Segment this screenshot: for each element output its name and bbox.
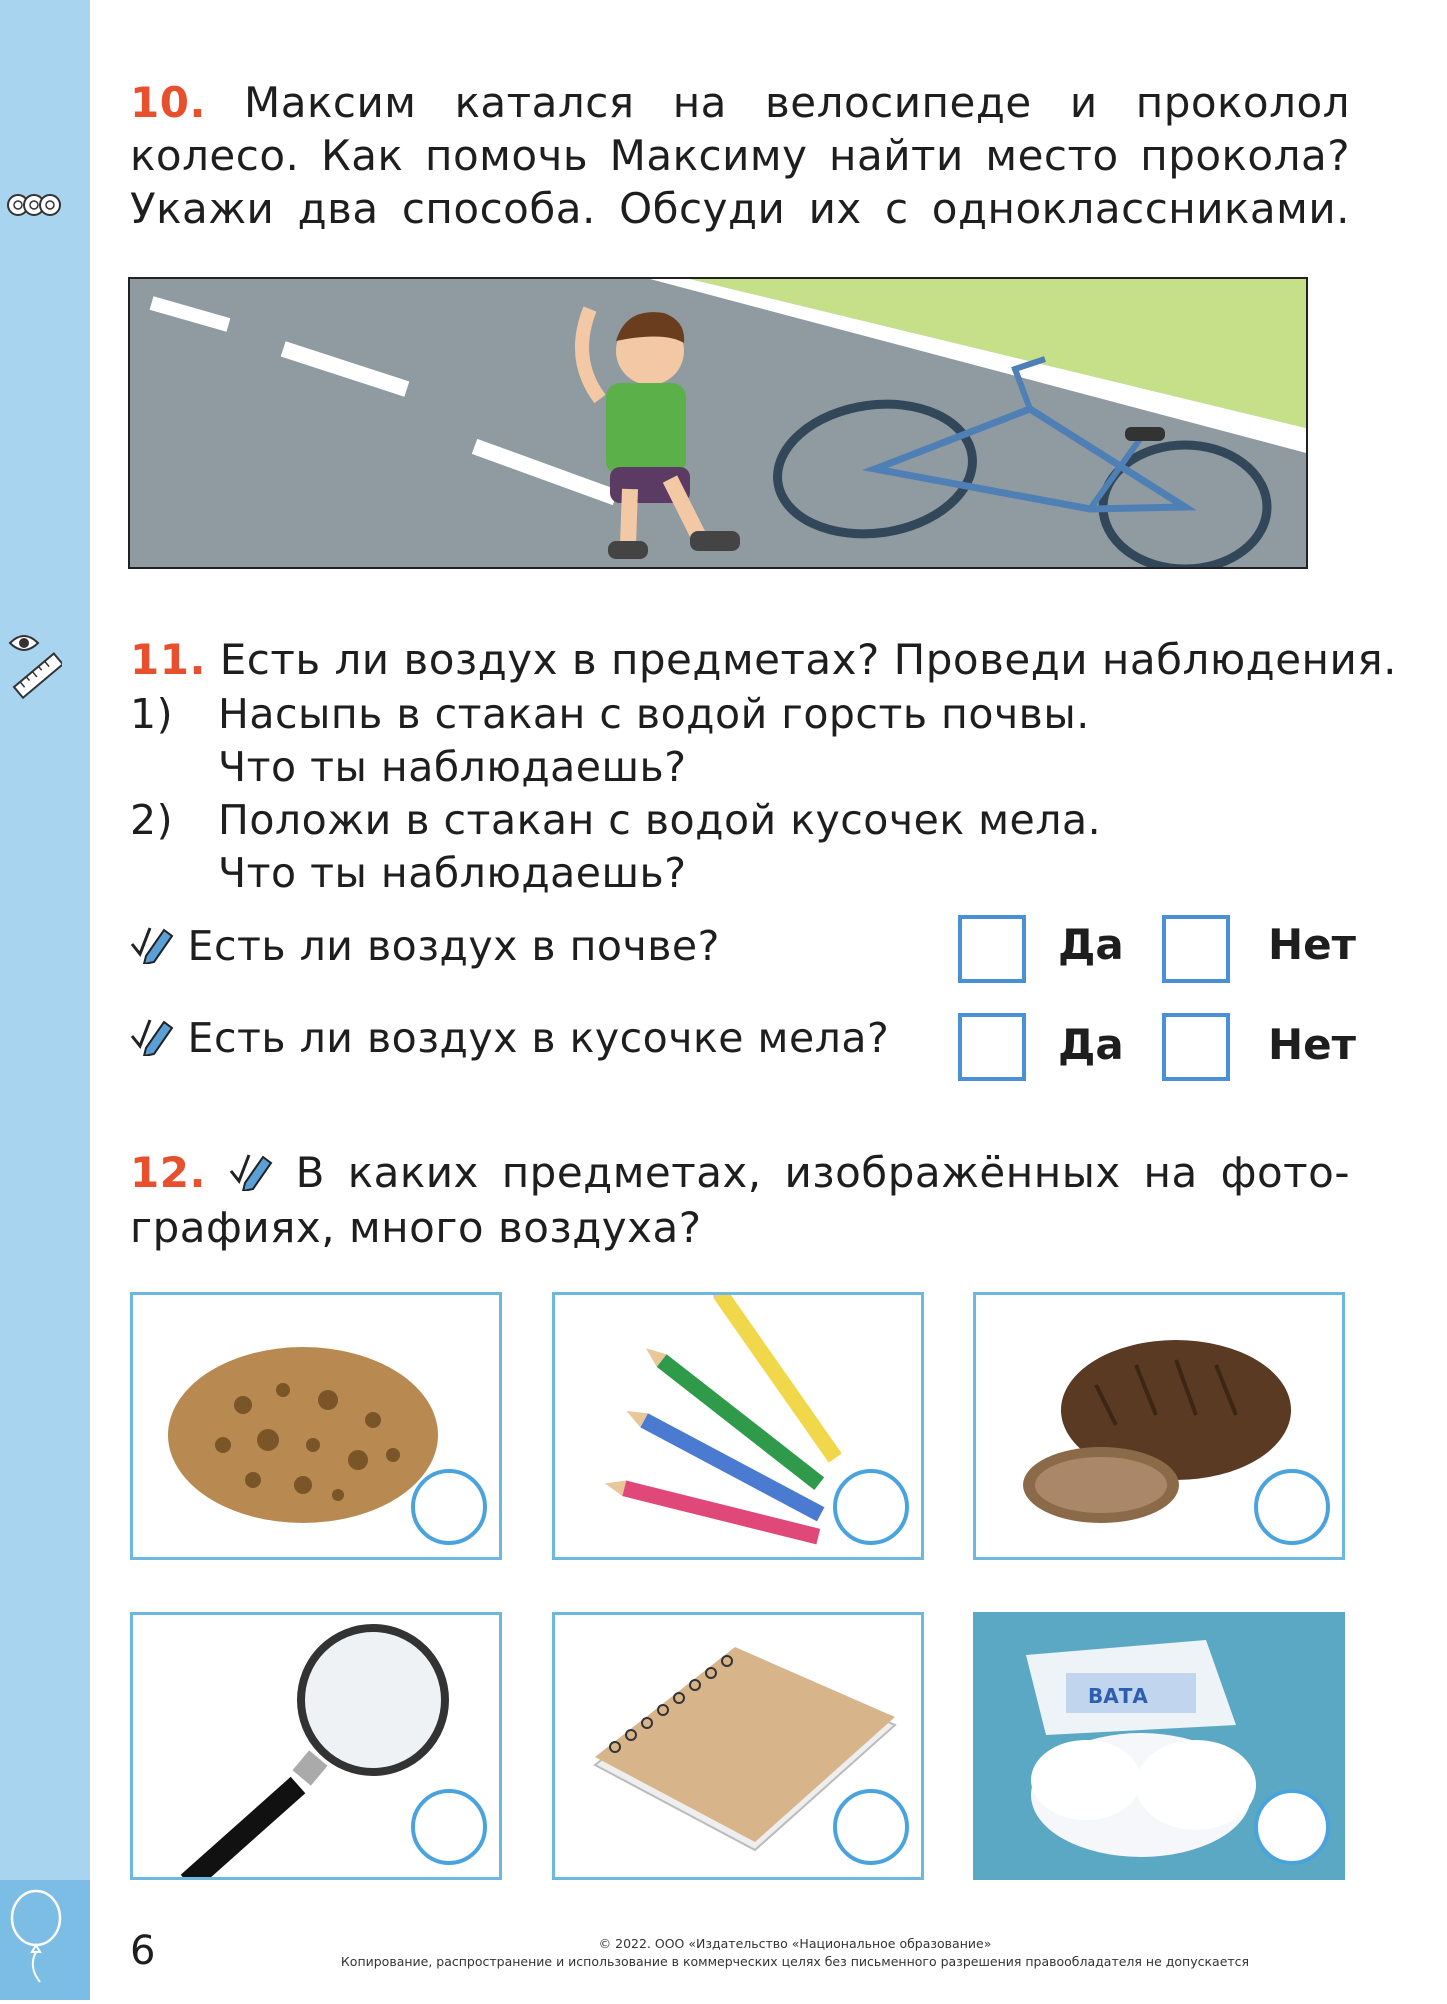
page-number: 6	[130, 1928, 156, 1974]
discuss-in-pairs-icon	[6, 190, 62, 220]
observe-measure-icon	[6, 625, 62, 701]
photo-bread	[973, 1292, 1345, 1560]
soil-yes-label: Да	[1058, 920, 1124, 969]
pencil-icon	[229, 1151, 273, 1191]
question-chalk: Есть ли воздух в кусочке мела?	[130, 1014, 889, 1062]
footer-notice: Копирование, распространение и использование в коммерческих целях без письменного разрешения правообладателя не допускается	[340, 1954, 1250, 1969]
soil-no-label: Нет	[1268, 920, 1356, 969]
answer-circle-cotton[interactable]	[1254, 1789, 1330, 1865]
answer-circle-magnifier[interactable]	[411, 1789, 487, 1865]
photo-sponge	[130, 1292, 502, 1560]
answer-circle-notebook[interactable]	[833, 1789, 909, 1865]
task11-number: 11.	[130, 635, 206, 684]
task12-text: 12. В каких предметах, изображённых на фото-	[130, 1148, 1350, 1197]
task10-line1: 10. Максим катался на велосипеде и проколол	[130, 78, 1350, 127]
chalk-no-checkbox[interactable]	[1162, 1013, 1230, 1081]
task11-intro: 11. Есть ли воздух в предметах? Проведи наблюдения.	[130, 635, 1397, 684]
photo-cotton-wool	[973, 1612, 1345, 1880]
task11-step2: 2) Положи в стакан с водой кусочек мела.	[130, 796, 1102, 844]
task12-line2: графиях, много воздуха?	[130, 1203, 702, 1252]
photo-pencils	[552, 1292, 924, 1560]
answer-circle-sponge[interactable]	[411, 1469, 487, 1545]
task11-step2-question: Что ты наблюдаешь?	[218, 849, 687, 897]
chalk-yes-checkbox[interactable]	[958, 1013, 1026, 1081]
soil-yes-checkbox[interactable]	[958, 915, 1026, 983]
left-sidebar	[0, 0, 90, 2000]
photo-notebook	[552, 1612, 924, 1880]
chalk-no-label: Нет	[1268, 1020, 1356, 1069]
sidebar-bottom-block	[0, 1880, 90, 2000]
task11-step1: 1) Насыпь в стакан с водой горсть почвы.	[130, 690, 1090, 738]
footer-copyright: © 2022. ООО «Издательство «Национальное образование»	[598, 1936, 992, 1951]
answer-circle-bread[interactable]	[1254, 1469, 1330, 1545]
task12-number: 12.	[130, 1148, 206, 1197]
chalk-yes-label: Да	[1058, 1020, 1124, 1069]
task10-line3: Укажи два способа. Обсуди их с одноклассниками.	[130, 184, 1350, 233]
task10-text	[130, 76, 1350, 235]
pencil-icon	[130, 1016, 174, 1056]
answer-circle-pencils[interactable]	[833, 1469, 909, 1545]
photo-magnifier	[130, 1612, 502, 1880]
task10-number: 10.	[130, 78, 206, 127]
bicycle-illustration	[128, 277, 1308, 569]
cotton-package-label: ВАТА	[1088, 1684, 1148, 1708]
pencil-icon	[130, 924, 174, 964]
task10-line2: колесо. Как помочь Максиму найти место прокола?	[130, 131, 1350, 180]
balloon-icon	[0, 1880, 90, 2000]
soil-no-checkbox[interactable]	[1162, 915, 1230, 983]
question-soil: Есть ли воздух в почве?	[130, 922, 720, 970]
task11-step1-question: Что ты наблюдаешь?	[218, 743, 687, 791]
